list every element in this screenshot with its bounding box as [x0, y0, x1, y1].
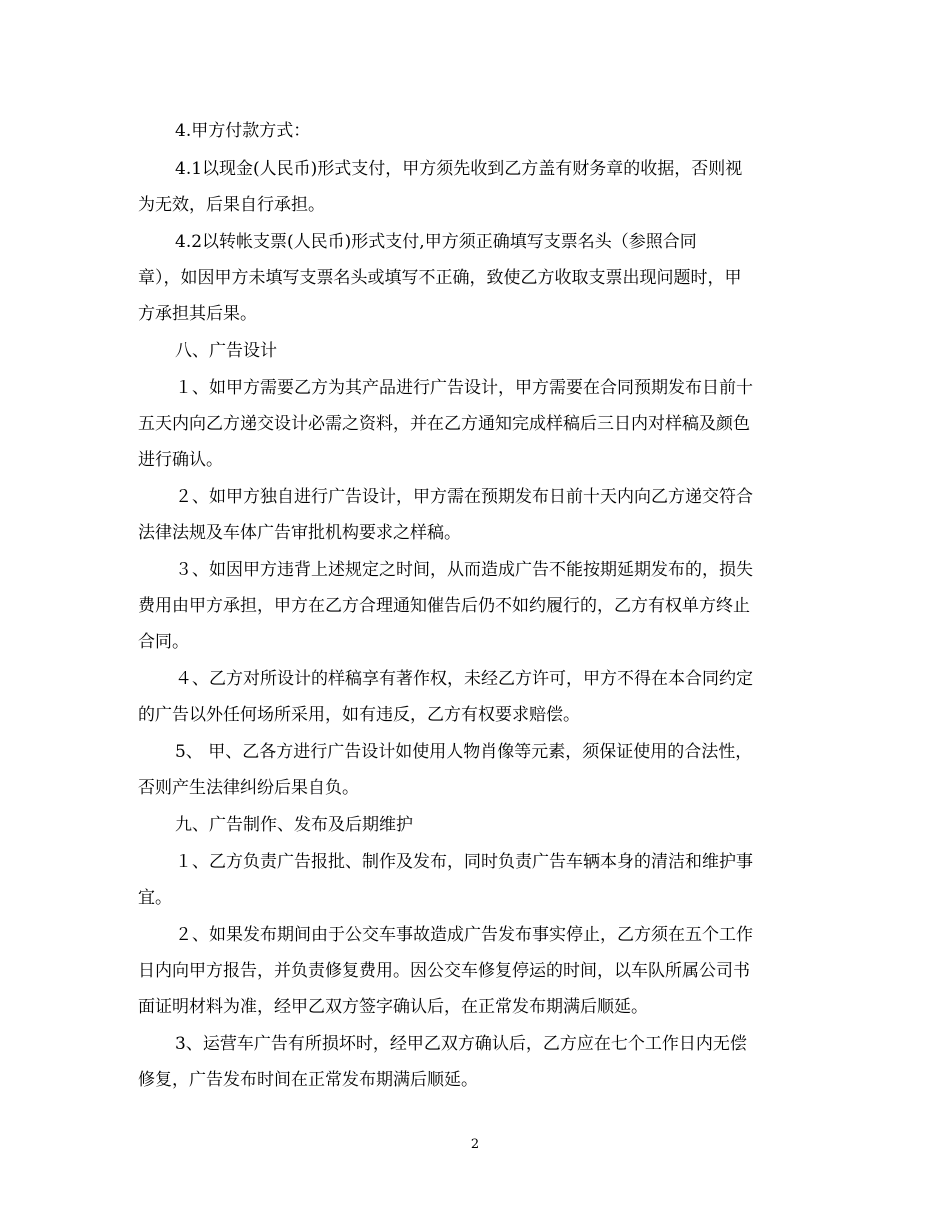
section-9-item-3-line-1: 3、运营车广告有所损坏时，经甲乙双方确认后，乙方应在七个工作日内无偿 — [175, 1034, 747, 1054]
clause-4-1-line-1: 4.1以现金(人民币)形式支付，甲方须先收到乙方盖有财务章的收据，否则视 — [175, 159, 743, 179]
page-number: 2 — [470, 1137, 480, 1152]
section-8-item-5-line-1: 5、 甲、乙各方进行广告设计如使用人物肖像等元素，须保证使用的合法性， — [175, 742, 753, 762]
section-9-item-2-line-1: ２、如果发布期间由于公交车事故造成广告发布事实停止，乙方须在五个工作 — [175, 925, 753, 945]
section-8-item-1-line-2: 五天内向乙方递交设计必需之资料，并在乙方通知完成样稿后三日内对样稿及颜色 — [138, 414, 750, 434]
section-9-item-2-line-3: 面证明材料为准，经甲乙双方签字确认后，在正常发布期满后顺延。 — [138, 997, 648, 1017]
section-9-heading: 九、广告制作、发布及后期维护 — [175, 815, 413, 835]
clause-4-2-line-3: 方承担其后果。 — [138, 304, 257, 324]
section-8-item-3-line-3: 合同。 — [138, 632, 189, 652]
section-8-item-1-line-1: １、如甲方需要乙方为其产品进行广告设计，甲方需要在合同预期发布日前十 — [175, 378, 753, 398]
section-9-item-1-line-2: 宜。 — [138, 888, 172, 908]
section-8-item-3-line-2: 费用由甲方承担，甲方在乙方合理通知催告后仍不如约履行的，乙方有权单方终止 — [138, 596, 750, 616]
section-8-item-3-line-1: ３、如因甲方违背上述规定之时间，从而造成广告不能按期延期发布的，损失 — [175, 560, 753, 580]
section-9-item-2-line-2: 日内向甲方报告，并负责修复费用。因公交车修复停运的时间，以车队所属公司书 — [138, 961, 750, 981]
section-9-item-1-line-1: １、乙方负责广告报批、制作及发布，同时负责广告车辆本身的清洁和维护事 — [175, 852, 753, 872]
clause-4-2-line-2: 章），如因甲方未填写支票名头或填写不正确，致使乙方收取支票出现问题时，甲 — [138, 268, 742, 288]
section-8-item-5-line-2: 否则产生法律纠纷后果自负。 — [138, 778, 359, 798]
section-8-item-2-line-2: 法律法规及车体广告审批机构要求之样稿。 — [138, 523, 461, 543]
section-8-item-4-line-2: 的广告以外任何场所采用，如有违反，乙方有权要求赔偿。 — [138, 705, 580, 725]
clause-4-1-line-2: 为无效，后果自行承担。 — [138, 195, 325, 215]
clause-4-heading: 4.甲方付款方式： — [175, 121, 311, 141]
section-8-item-2-line-1: ２、如甲方独自进行广告设计，甲方需在预期发布日前十天内向乙方递交符合 — [175, 487, 753, 507]
section-8-item-1-line-3: 进行确认。 — [138, 450, 223, 470]
section-9-item-3-line-2: 修复，广告发布时间在正常发布期满后顺延。 — [138, 1070, 478, 1090]
clause-4-2-line-1: 4.2以转帐支票(人民币)形式支付,甲方须正确填写支票名头（参照合同 — [175, 232, 697, 252]
section-8-item-4-line-1: ４、乙方对所设计的样稿享有著作权，未经乙方许可，甲方不得在本合同约定 — [175, 669, 753, 689]
section-8-heading: 八、广告设计 — [175, 341, 277, 361]
